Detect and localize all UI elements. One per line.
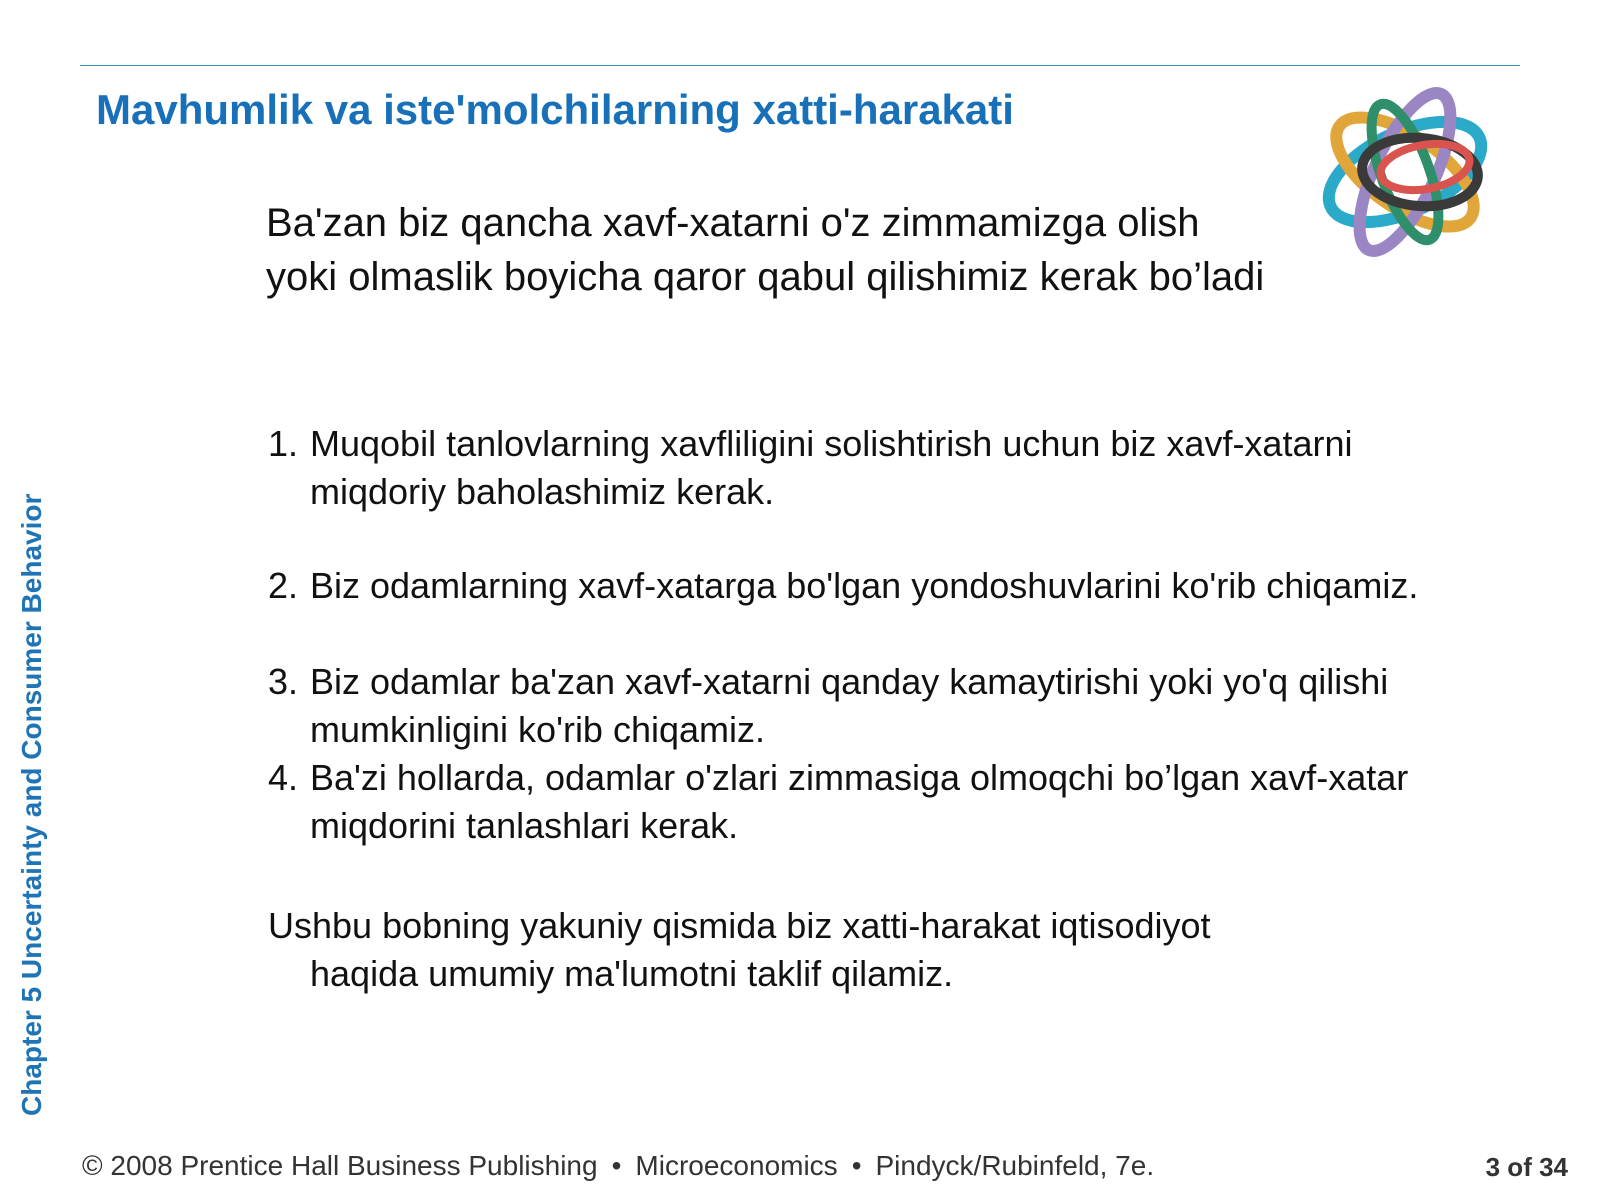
list-text: Biz odamlar ba'zan xavf-xatarni qanday kamaytirishi yoki yo'q qilishi mumkinligini ko'rib chiqamiz. [310, 661, 1389, 750]
list-number: 2. [268, 565, 299, 606]
footer-authors: Pindyck/Rubinfeld, 7e. [875, 1150, 1155, 1181]
list-number: 1. [268, 423, 299, 464]
closing-line-2: haqida umumiy ma'lumotni taklif qilamiz. [310, 953, 954, 994]
closing-paragraph [268, 902, 1428, 998]
list-item [268, 420, 1428, 516]
page-number: 3 of 34 [1485, 1152, 1568, 1182]
list-text: Ba'zi hollarda, odamlar o'zlari zimmasiga olmoqchi bo’lgan xavf-xatar miqdorini tanlashlari kerak. [310, 757, 1409, 846]
list-text: Biz odamlarning xavf-xatarga bo'lgan yondoshuvlarini ko'rib chiqamiz. [310, 565, 1419, 606]
list-item [268, 562, 1428, 610]
footer [82, 1150, 1154, 1182]
list-text: Muqobil tanlovlarning xavfliligini solishtirish uchun biz xavf-xatarni miqdoriy baholashimiz kerak. [310, 423, 1353, 512]
list-item [268, 658, 1428, 754]
footer-book: Microeconomics [635, 1150, 838, 1181]
top-divider [80, 65, 1520, 66]
chapter-side-label: Chapter 5 Uncertainty and Consumer Behavior [16, 493, 47, 1116]
list-item [268, 754, 1428, 850]
list-number: 3. [268, 661, 299, 702]
footer-copyright: © 2008 Prentice Hall Business Publishing [82, 1150, 598, 1181]
closing-line-1: Ushbu bobning yakuniy qismida biz xatti-harakat iqtisodiyot [268, 905, 1211, 946]
intro-paragraph: Ba'zan biz qancha xavf-xatarni o'z zimmamizga olish yoki olmaslik boyicha qaror qabul qilishimiz kerak bo’ladi [266, 201, 1265, 299]
footer-separator: • [851, 1150, 862, 1181]
footer-separator: • [611, 1150, 622, 1181]
list-number: 4. [268, 757, 299, 798]
interlocking-rings-icon [1300, 72, 1510, 272]
slide-title: Mavhumlik va iste'molchilarning xatti-harakati [96, 86, 1014, 133]
